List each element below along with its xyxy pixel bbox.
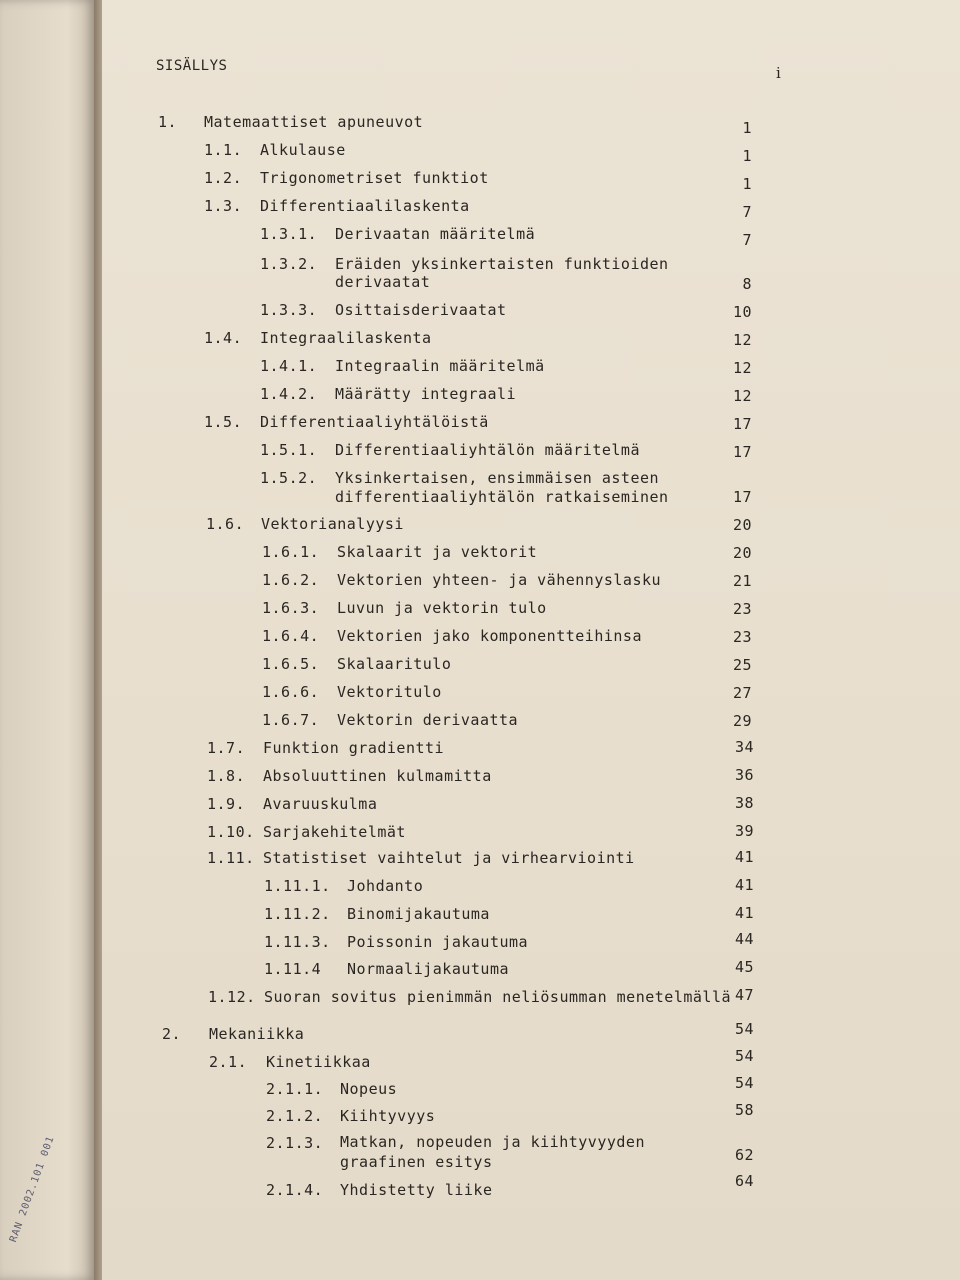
toc-number: 1.7. [207, 739, 246, 757]
toc-page: 7 [742, 203, 752, 221]
toc-title: Binomijakautuma [347, 905, 490, 923]
contents-page [102, 0, 960, 1280]
toc-page: 17 [732, 415, 752, 433]
toc-page: 44 [734, 930, 754, 948]
toc-title: Derivaatan määritelmä [335, 225, 536, 243]
toc-number: 1.4.1. [260, 357, 318, 375]
toc-title: Nopeus [340, 1080, 398, 1098]
toc-page: 41 [734, 848, 754, 866]
toc-number: 1.9. [207, 795, 246, 813]
toc-title: Absoluuttinen kulmamitta [263, 767, 492, 785]
toc-title: Poissonin jakautuma [347, 933, 529, 951]
toc-title-continued: differentiaaliyhtälön ratkaiseminen [335, 488, 669, 506]
toc-number: 1.3.3. [260, 301, 318, 319]
toc-number: 2.1. [209, 1053, 248, 1071]
toc-page: 64 [734, 1172, 754, 1190]
toc-page: 47 [734, 986, 754, 1004]
toc-page: 54 [734, 1074, 754, 1092]
toc-number: 1.12. [208, 988, 256, 1006]
toc-page: 38 [734, 794, 754, 812]
toc-title: Funktion gradientti [263, 739, 445, 757]
toc-page: 62 [734, 1146, 754, 1164]
toc-number: 2.1.1. [266, 1080, 324, 1098]
toc-number: 1.6.6. [262, 683, 320, 701]
toc-page: 1 [742, 175, 752, 193]
toc-title: Differentiaaliyhtälöistä [260, 413, 489, 431]
toc-number: 1.2. [204, 169, 243, 187]
toc-title: Normaalijakautuma [347, 960, 510, 978]
toc-number: 1.6.4. [262, 627, 320, 645]
toc-number: 1.4.2. [260, 385, 318, 403]
toc-page: 41 [734, 904, 754, 922]
toc-title: Statistiset vaihtelut ja virhearviointi [263, 849, 635, 867]
toc-title: Mekaniikka [209, 1025, 305, 1043]
toc-number: 1.8. [207, 767, 246, 785]
toc-title: Trigonometriset funktiot [260, 169, 489, 187]
toc-number: 2.1.2. [266, 1107, 324, 1125]
toc-number: 1.5.1. [260, 441, 318, 459]
toc-title: Kiihtyvyys [340, 1107, 436, 1125]
toc-page: 34 [734, 738, 754, 756]
toc-title: Suoran sovitus pienimmän neliösumman menetelmällä [264, 988, 732, 1006]
toc-page: 54 [734, 1047, 754, 1065]
toc-title: Kinetiikkaa [266, 1053, 371, 1071]
toc-number: 1.6.3. [262, 599, 320, 617]
toc-page: 39 [734, 822, 754, 840]
toc-title: Skalaarit ja vektorit [337, 543, 538, 561]
toc-number: 1.1. [204, 141, 243, 159]
toc-number: 1.3.2. [260, 255, 318, 273]
toc-title-continued: graafinen esitys [340, 1153, 493, 1171]
toc-title: Vektorien jako komponentteihinsa [337, 627, 642, 645]
toc-page: 27 [732, 684, 752, 702]
toc-title: Vektorin derivaatta [337, 711, 519, 729]
toc-number: 1.11.2. [264, 905, 331, 923]
toc-page: 7 [742, 231, 752, 249]
toc-page: 36 [734, 766, 754, 784]
page-number: i [776, 64, 782, 82]
toc-title: Matemaattiset apuneuvot [204, 113, 424, 131]
toc-page: 10 [732, 303, 752, 321]
toc-number: 1.11.3. [264, 933, 331, 951]
toc-number: 1.6.5. [262, 655, 320, 673]
toc-number: 1.11.4 [264, 960, 322, 978]
toc-number: 1.10. [207, 823, 255, 841]
toc-page: 41 [734, 876, 754, 894]
toc-number: 2.1.4. [266, 1181, 324, 1199]
toc-title: Vektorianalyysi [261, 515, 404, 533]
toc-number: 1.4. [204, 329, 243, 347]
toc-title: Avaruuskulma [263, 795, 378, 813]
toc-number: 1.5. [204, 413, 243, 431]
toc-page: 20 [732, 544, 752, 562]
toc-title: Alkulause [260, 141, 346, 159]
toc-page: 23 [732, 600, 752, 618]
toc-title: Differentiaalilaskenta [260, 197, 470, 215]
left-page [0, 0, 96, 1280]
toc-number: 1.6.7. [262, 711, 320, 729]
toc-number: 1. [158, 113, 178, 131]
toc-number: 1.6.2. [262, 571, 320, 589]
toc-number: 2.1.3. [266, 1134, 324, 1152]
toc-title: Luvun ja vektorin tulo [337, 599, 547, 617]
toc-title-continued: derivaatat [335, 273, 431, 291]
toc-title: Sarjakehitelmät [263, 823, 406, 841]
toc-page: 20 [732, 516, 752, 534]
toc-number: 1.6.1. [262, 543, 320, 561]
toc-title: Osittaisderivaatat [335, 301, 507, 319]
toc-title: Matkan, nopeuden ja kiihtyvyyden [340, 1133, 645, 1151]
toc-number: 1.11.1. [264, 877, 331, 895]
toc-title: Differentiaaliyhtälön määritelmä [335, 441, 640, 459]
toc-page: 8 [742, 275, 752, 293]
toc-number: 1.5.2. [260, 469, 318, 487]
toc-number: 1.3.1. [260, 225, 318, 243]
toc-page: 45 [734, 958, 754, 976]
toc-title: Skalaaritulo [337, 655, 452, 673]
toc-number: 1.11. [207, 849, 255, 867]
library-stamp: RAN 2002.101 001 [8, 1134, 57, 1244]
toc-number: 1.6. [206, 515, 245, 533]
toc-page: 12 [732, 331, 752, 349]
toc-title: Eräiden yksinkertaisten funktioiden [335, 255, 669, 273]
toc-page: 17 [732, 443, 752, 461]
toc-page: 23 [732, 628, 752, 646]
toc-page: 21 [732, 572, 752, 590]
toc-page: 54 [734, 1020, 754, 1038]
toc-title: Yksinkertaisen, ensimmäisen asteen [335, 469, 660, 487]
page-title: SISÄLLYS [156, 58, 228, 74]
toc-title: Johdanto [347, 877, 424, 895]
toc-page: 29 [732, 712, 752, 730]
toc-title: Vektorien yhteen- ja vähennyslasku [337, 571, 662, 589]
toc-page: 58 [734, 1101, 754, 1119]
toc-title: Vektoritulo [337, 683, 442, 701]
toc-number: 2. [162, 1025, 182, 1043]
toc-page: 17 [732, 488, 752, 506]
toc-page: 1 [742, 119, 752, 137]
toc-number: 1.3. [204, 197, 243, 215]
toc-page: 25 [732, 656, 752, 674]
toc-title: Yhdistetty liike [340, 1181, 493, 1199]
toc-page: 1 [742, 147, 752, 165]
toc-title: Määrätty integraali [335, 385, 517, 403]
toc-page: 12 [732, 359, 752, 377]
toc-title: Integraalilaskenta [260, 329, 432, 347]
toc-title: Integraalin määritelmä [335, 357, 545, 375]
toc-page: 12 [732, 387, 752, 405]
